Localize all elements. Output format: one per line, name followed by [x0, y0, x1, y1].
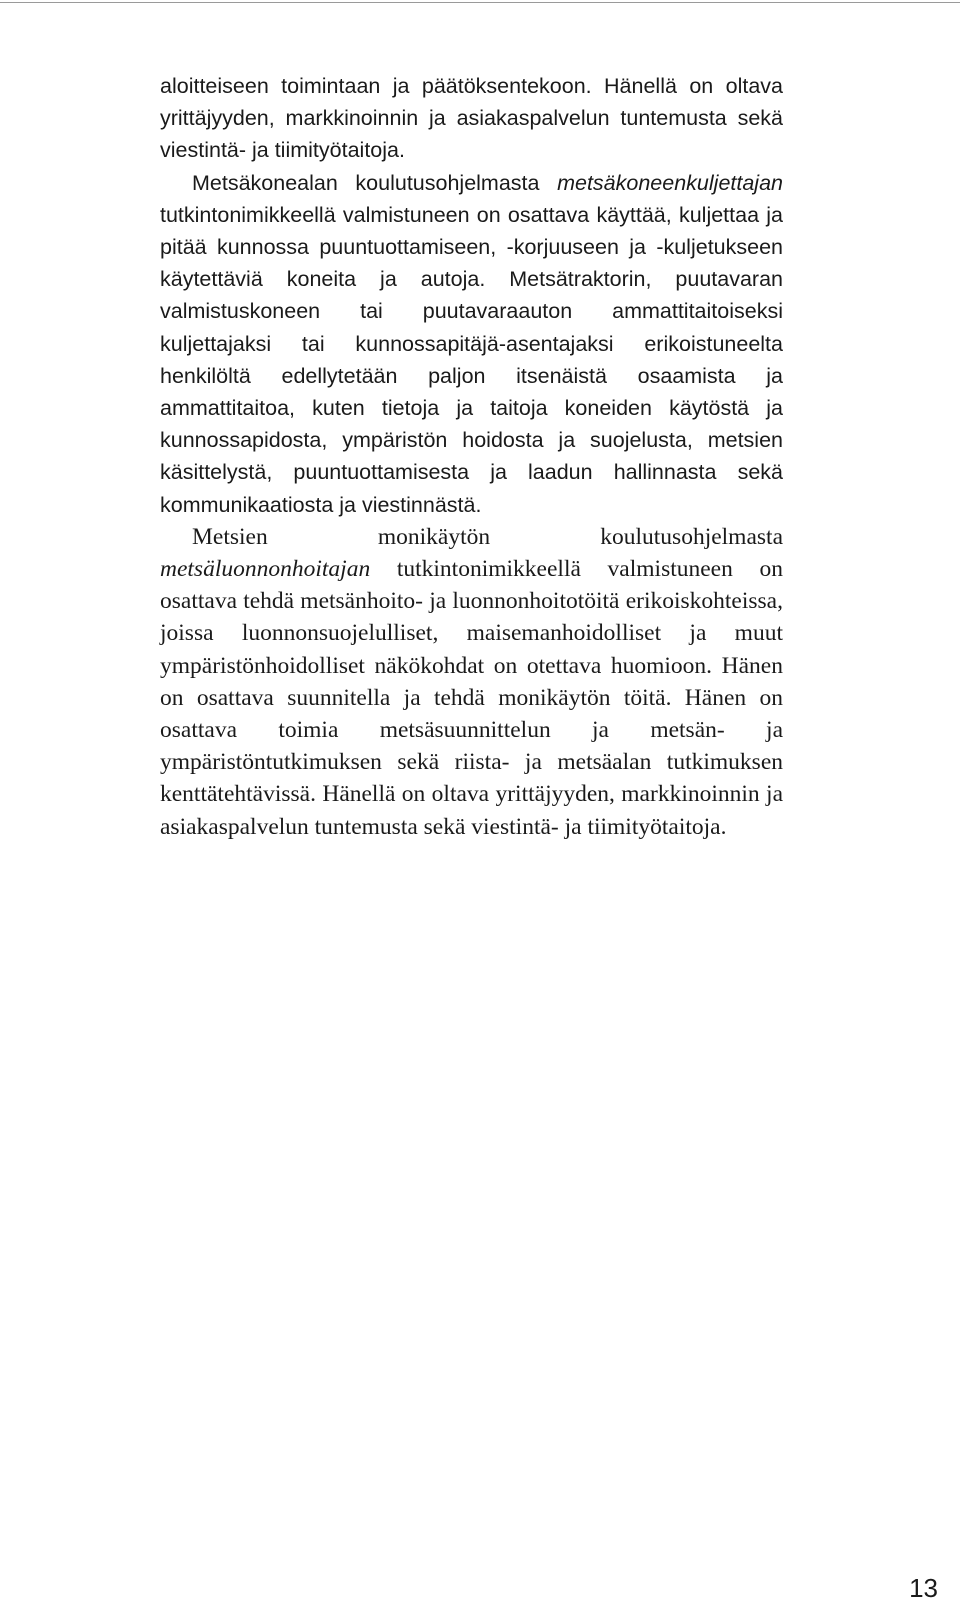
paragraph-text-rest: tutkintonimikkeellä valmistuneen on osattava tehdä metsänhoito- ja luonnonhoitotöitä erikoiskohteissa, joissa luonnonsuojelulliset, maisemanhoidolliset ja muut ympäristönhoidolliset näkökohdat on otettava huomioon. Hänen on osattava suunnitella ja tehdä monikäytön töitä. Hänen on osattava toimia metsäsuunnittelun ja metsän- ja ympäristöntutkimuksen sekä riista- ja metsäalan tutkimuksen kenttätehtävissä. Hänellä on oltava yrittäjyyden, markkinoinnin ja asiakaspalvelun tuntemusta sekä viestintä- ja tiimityötaitoja. [160, 556, 783, 840]
page-number: 13 [909, 1573, 938, 1603]
paragraph-text: aloitteiseen toimintaan ja päätöksentekoon. Hänellä on oltava yrittäjyyden, markkinoinnin ja asiakaspalvelun tuntemusta sekä viestintä- ja tiimityötaitoja. [160, 74, 783, 163]
page-top-rule [0, 2, 960, 3]
paragraph-metsakonealan [160, 167, 783, 521]
degree-title-emphasis: metsäkoneenkuljettajan [557, 170, 783, 195]
degree-title-emphasis: metsäluonnonhoitajan [160, 556, 371, 583]
paragraph-metsien-monikayton [160, 521, 783, 843]
paragraph-text-start: Metsien monikäytön koulutusohjelmasta [192, 523, 783, 550]
paragraph-text-rest: tutkintonimikkeellä valmistuneen on osattava käyttää, kuljettaa ja pitää kunnossa puuntuottamiseen, -korjuuseen ja -kuljetukseen käytettäviä koneita ja autoja. Metsätraktorin, puutavaran valmistuskoneen tai puutavaraauton ammattitaitoiseksi kuljettajaksi tai kunnossapitäjä-asentajaksi erikoistuneelta henkilöltä edellytetään paljon itsenäistä osaamista ja ammattitaitoa, kuten tietoja ja taitoja koneiden käytöstä ja kunnossapidosta, ympäristön hoidosta ja suojelusta, metsien käsittelystä, puuntuottamisesta ja laadun hallinnasta sekä kommunikaatiosta ja viestinnästä. [160, 202, 783, 517]
body-text [160, 70, 783, 843]
paragraph-text-start: Metsäkonealan koulutusohjelmasta [192, 170, 558, 195]
paragraph-continued [160, 70, 783, 167]
